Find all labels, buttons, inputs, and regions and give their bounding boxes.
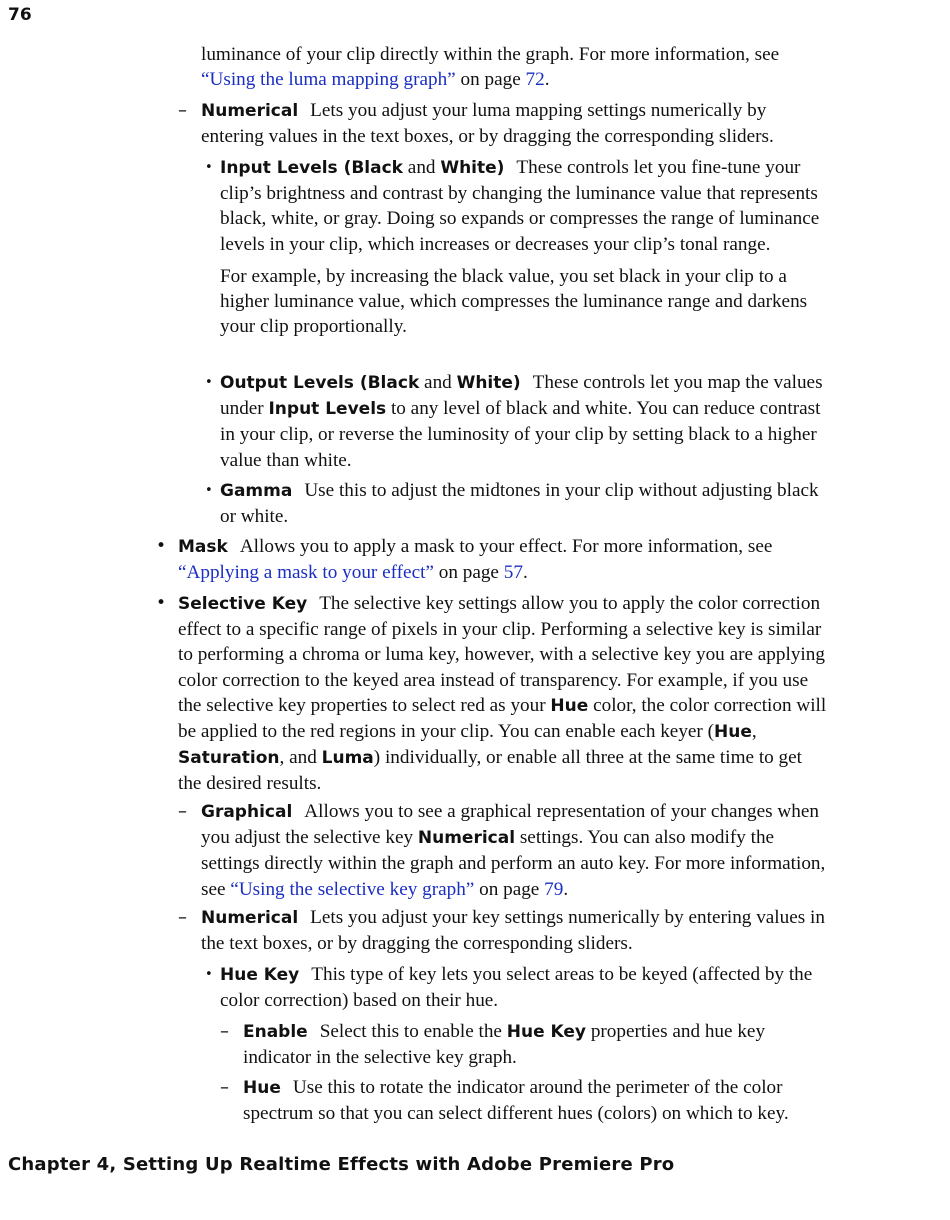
term-luma: Luma [321,748,374,769]
dash-marker: – [178,907,187,928]
list-item-hue-key [205,962,825,1013]
item-text: Use this to rotate the indicator around the perimeter of the color spectrum so that you can select different hues (colors) on which to key. [243,1077,789,1125]
term-numerical: Numerical [201,101,299,121]
list-item-numerical-key [178,905,831,956]
item-text: Lets you adjust your key settings numerically by entering values in the text boxes, or by dragging the corresponding sliders. [201,907,825,955]
bullet-marker: • [205,483,213,498]
term-graphical: Graphical [201,802,293,822]
link-selective-key-graph[interactable]: “Using the selective key graph” [230,878,475,900]
term-numerical-ref: Numerical [417,828,516,849]
term-hue-key: Hue Key [220,965,300,985]
term-hue-key-ref: Hue Key [506,1022,587,1042]
list-item-output-levels: • Output Levels (Black and White) These controls let you map the values under Input Levels to any level of black and white. You can reduce contrast in your clip, or reverse the luminosity of your clip by setting black to a higher value than white. [205,372,823,471]
list-item-enable: – Enable Select this to enable the Hue Key properties and hue key indicator in the selective key graph. [220,1021,766,1069]
list-item-graphical: – Graphical Allows you to see a graphical representation of your changes when you adjust the selective key Numerical settings. You can also modify the settings directly within the graph and perform an auto key. For more information, see “Using the selective key graph” on page 79. [178,801,826,900]
term-numerical: Numerical [201,908,299,928]
link-applying-mask[interactable]: “Applying a mask to your effect” [178,562,434,584]
page-number: 76 [8,5,32,25]
list-item-gamma [205,478,825,529]
term-input-levels: Input Levels (Black [220,158,403,178]
link-page-57[interactable]: 57 [503,562,523,584]
term-enable: Enable [243,1022,308,1042]
item-text: Lets you adjust your luma mapping settings numerically by entering values in the text boxes, or by dragging the corresponding sliders. [201,100,774,148]
bullet-marker: • [156,593,167,613]
bullet-marker: • [205,967,213,982]
bullet-marker: • [205,375,213,390]
link-page-72[interactable]: 72 [525,69,545,91]
paragraph-text: luminance of your clip directly within the graph. For more information, see [201,44,780,65]
bullet-marker: • [156,536,167,556]
term-gamma: Gamma [220,481,293,501]
list-item-mask: • Mask Allows you to apply a mask to your effect. For more information, see “Applying a mask to your effect” on page 57. [156,536,773,584]
term-white: White) [440,158,505,178]
term-hue: Hue [714,722,752,743]
dash-marker: – [178,801,187,822]
term-saturation: Saturation [178,748,280,769]
example-paragraph: For example, by increasing the black value, you set black in your clip to a higher luminance value, which compresses the luminance range and darkens your clip proportionally. [220,265,808,338]
link-page-79[interactable]: 79 [544,878,564,900]
term-input-levels-ref: Input Levels [268,399,387,420]
term-mask: Mask [178,537,228,557]
dash-marker: – [178,100,187,121]
dash-marker: – [220,1077,229,1098]
dash-marker: – [220,1021,229,1042]
list-item-selective-key: • Selective Key The selective key settings allow you to apply the color correction effect to a specific range of pixels in your clip. Performing a selective key is similar to performing a chroma or luma key, however, with a selective key you are applying color correction to the keyed area instead of transparency. For example, if you use the selective key properties to select red as your Hue color, the color correction will be applied to the red regions in your clip. You can enable each keyer (Hue, Saturation, and Luma) individually, or enable all three at the same time to get the desired results. [156,593,827,795]
term-hue: Hue [243,1078,281,1098]
bullet-marker: • [205,160,213,175]
item-text: These controls let you fine-tune your clip’s brightness and contrast by changing the luminance value that represents black, white, or gray. Doing so expands or compresses the range of luminance levels in your clip, which increases or decreases your clip’s tonal range. [220,157,820,255]
list-item-numerical-luma [178,98,831,149]
item-text: Use this to adjust the midtones in your clip without adjusting black or white. [220,480,819,528]
link-luma-mapping-graph[interactable]: “Using the luma mapping graph” [201,69,456,91]
term-white: White) [456,373,521,393]
chapter-footer: Chapter 4, Setting Up Realtime Effects with Adobe Premiere Pro [8,1154,675,1175]
list-item-hue [220,1075,828,1126]
term-selective-key: Selective Key [178,594,308,614]
term-output-levels: Output Levels (Black [220,373,420,393]
term-hue: Hue [550,695,589,716]
item-text: This type of key lets you select areas to be keyed (affected by the color correction) based on their hue. [220,964,813,1012]
paragraph-continuation: luminance of your clip directly within the graph. For more information, see “Using the luma mapping graph” on page 72. [201,44,780,91]
list-item-input-levels: • Input Levels (Black and White) These controls let you fine-tune your clip’s brightness and contrast by changing the luminance value that represents black, white, or gray. Doing so expands or compresses the range of luminance levels in your clip, which increases or decreases your clip’s tonal range. For example, by increasing the black value, you set black in your clip to a higher luminance value, which compresses the luminance range and darkens your clip proportionally. [220,155,825,339]
